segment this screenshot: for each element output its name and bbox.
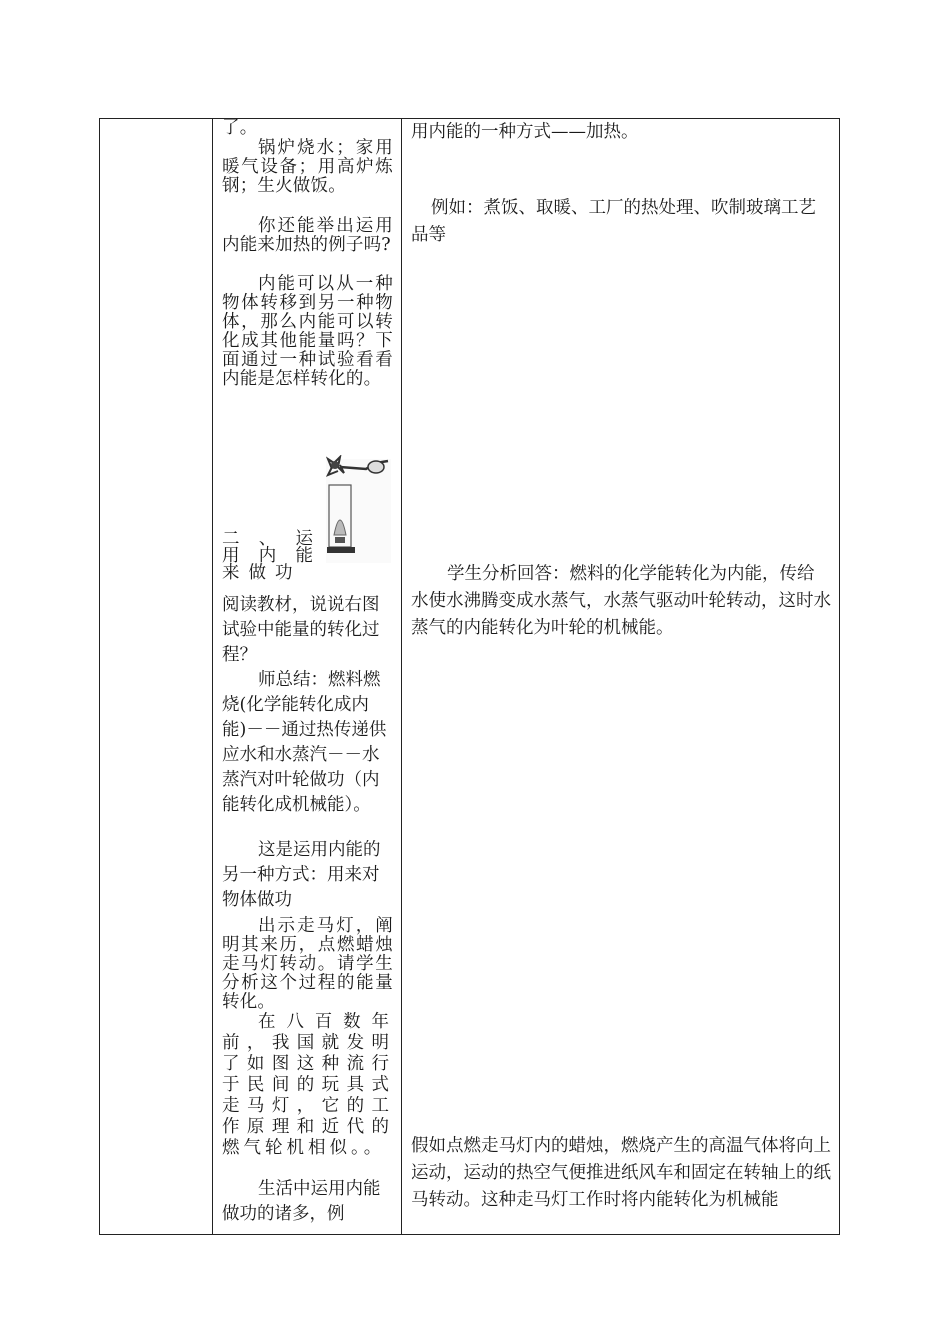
text-p9: 在八百数年前，我国就发明了如图这种流行于民间的玩具式走马灯，它的工作原理和近代的燃气轮机相似。。 xyxy=(222,1012,393,1158)
text-p5: 阅读教材，说说右图试验中能量的转化过程？ xyxy=(222,595,380,665)
experiment-figure xyxy=(326,455,392,563)
text-p10: 生活中运用内能做功的诸多，例 xyxy=(222,1179,381,1224)
answer-r4: 假如点燃走马灯内的蜡烛，燃烧产生的高温气体将向上运动，运动的热空气便推进纸风车和固定在转轴上的纸马转动。这种走马灯工作时将内能转化为机械能 xyxy=(411,1136,831,1210)
middle-column xyxy=(213,119,401,1234)
text-p1: 了。 xyxy=(222,118,258,138)
text-p6: 师总结：燃料燃烧(化学能转化成内能)－－通过热传递供应水和水蒸汽－－水蒸汽对叶轮做功（内能转化成机械能）。 xyxy=(222,670,387,815)
answer-r1: 用内能的一种方式——加热。 xyxy=(411,122,639,142)
answer-r3: 学生分析回答：燃料的化学能转化为内能，传给水使水沸腾变成水蒸气，水蒸气驱动叶轮转动，这时水蒸气的内能转化为叶轮的机械能。 xyxy=(411,564,831,638)
text-p2: 锅炉烧水；家用暖气设备；用高炉炼钢；生火做饭。 xyxy=(222,138,393,196)
lesson-table xyxy=(99,118,840,1235)
section-heading: 二、运用内能来做功 xyxy=(222,529,322,583)
right-column xyxy=(402,119,839,1234)
text-p3: 你还能举出运用内能来加热的例子吗? xyxy=(222,216,393,255)
text-p4: 内能可以从一种物体转移到另一种物体，那么内能可以转化成其他能量吗？下面通过一种试验看看内能是怎样转化的。 xyxy=(222,274,393,389)
text-p8: 出示走马灯，阐明其来历，点燃蜡烛走马灯转动。请学生分析这个过程的能量转化。 xyxy=(222,916,393,1012)
text-p7: 这是运用内能的另一种方式：用来对物体做功 xyxy=(222,840,381,910)
answer-r2: 例如：煮饭、取暖、工厂的热处理、吹制玻璃工艺品等 xyxy=(411,198,816,245)
